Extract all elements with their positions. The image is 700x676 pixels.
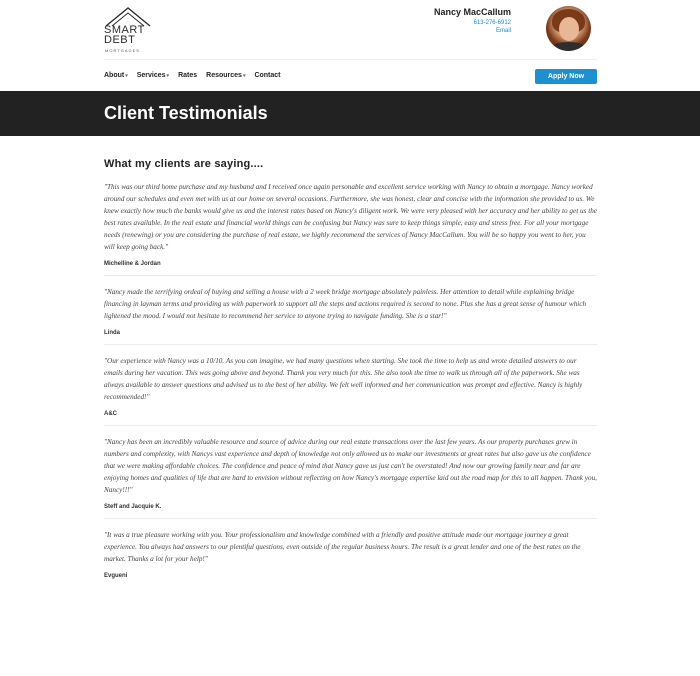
nav-item-services[interactable]: [137, 72, 169, 79]
section-heading: What my clients are saying....: [104, 158, 264, 170]
logo[interactable]: [104, 6, 152, 56]
testimonials-section: [104, 158, 597, 579]
testimonial-author: Michelline & Jordan: [104, 261, 161, 267]
page-title: Client Testimonials: [104, 103, 268, 123]
divider: [104, 275, 597, 276]
testimonial: [104, 529, 597, 579]
testimonial-author: Evgueni: [104, 573, 128, 579]
testimonial: [104, 286, 597, 336]
nav-item-label: Contact: [254, 72, 281, 79]
testimonial-quote: "Our experience with Nancy was a 10/10. As you can imagine, we had many questions when starting. She took the time to help us and wrote detailed answers to our emails during her vacation. This was going above and beyond. Thank you very much for this. She also took the time to walk us through all of the paperwork. She was always available to answer questions and advised us to the best of her ability. We felt well informed and her communication was prompt and effective. Nancy is highly recommended!": [104, 357, 583, 401]
agent-avatar: [546, 6, 591, 51]
chevron-down-icon: ▾: [125, 72, 128, 79]
nav-item-label: Resources: [206, 72, 242, 79]
testimonial-author: A&C: [104, 411, 117, 417]
apply-now-button[interactable]: Apply Now: [535, 69, 597, 84]
divider: [104, 425, 597, 426]
chevron-down-icon: ▾: [242, 72, 246, 79]
testimonial-author: Linda: [104, 330, 120, 336]
nav-item-label: Services: [136, 72, 166, 79]
testimonial-quote: "It was a true pleasure working with you. Your professionalism and knowledge combined with a friendly and positive attitude made our mortgage journey a great experience. You always had answers to our plentiful questions, even outside of the regular business hours. The result is a great lender and one of the best rates on the market. Thanks a lot for your help!": [104, 531, 581, 563]
testimonial-quote: "Nancy has been an incredibly valuable resource and source of advice during our real estate transactions over the last few years. As our property purchases grew in numbers and complexity, with Nancys vast experience and depth of knowledge not only allowed us to make our investments at great rates but also gave us the confidence that we were making affordable choices. The confidence and peace of mind that Nancy gave us just can't be overstated! And now our growing family near and far are enjoying homes and qualities of life that are hard to envision without reflecting on how Nancy's mortgage expertise laid out the road map for this to all happen. Thank you, Nancy!!!": [104, 438, 597, 494]
testimonial: [104, 436, 597, 510]
main-nav: [104, 72, 290, 79]
header-divider: [104, 59, 597, 60]
testimonial: [104, 355, 597, 417]
testimonial-author: Steff and Jacquie K.: [104, 504, 162, 510]
nav-item-rates[interactable]: [178, 72, 197, 79]
logo-subtext: MORTGAGES: [105, 48, 140, 53]
page-banner: [0, 91, 700, 136]
nav-item-contact[interactable]: [254, 72, 280, 79]
testimonial: [104, 181, 597, 267]
site-header: [0, 0, 700, 58]
nav-item-label: About: [104, 72, 125, 79]
nav-item-about[interactable]: [104, 72, 128, 79]
agent-email-link[interactable]: Email: [495, 28, 511, 34]
nav-item-resources[interactable]: [206, 72, 245, 79]
agent-name: Nancy MacCallum: [433, 7, 511, 17]
divider: [104, 518, 597, 519]
logo-text: SMART DEBT: [104, 24, 145, 46]
testimonial-quote: "This was our third home purchase and my husband and I received once again personable and excellent service working with Nancy to obtain a mortgage. Nancy worked around our schedules and even met with us at our home on several occasions. Furthermore, she was honest, clear and concise with the information she provided to us. We knew exactly how much the banks would give us and the interest rates based on Nancy's diligent work. We were very pleased with her accuracy and her ability to get us the best rates available. In the real estate and financial world things can be confusing but Nancy was sure to keep things simple, easy and stress free. For all your mortgage needs (renewing) or you are considering the purchase of real estate, we highly recommend the services of Nancy MacCallum. You will be so happy you went to her, you will keep going back.": [104, 183, 597, 251]
divider: [104, 344, 597, 345]
agent-phone-link[interactable]: 613-276-6912: [473, 20, 511, 26]
nav-item-label: Rates: [178, 72, 198, 79]
testimonial-quote: "Nancy made the terrifying ordeal of buying and selling a house with a 2 week bridge mortgage absolutely painless. Her attention to detail while explaining bridge financing in layman terms and providing us with paperwork to support all the steps and actions required is second to none. Plus she has a great sense of humour which lightened the mood. I would not hesitate to recommend her service to anyone trying to navigate funding. She is a star!": [104, 288, 587, 320]
agent-contact: [434, 7, 511, 34]
chevron-down-icon: ▾: [166, 72, 170, 79]
